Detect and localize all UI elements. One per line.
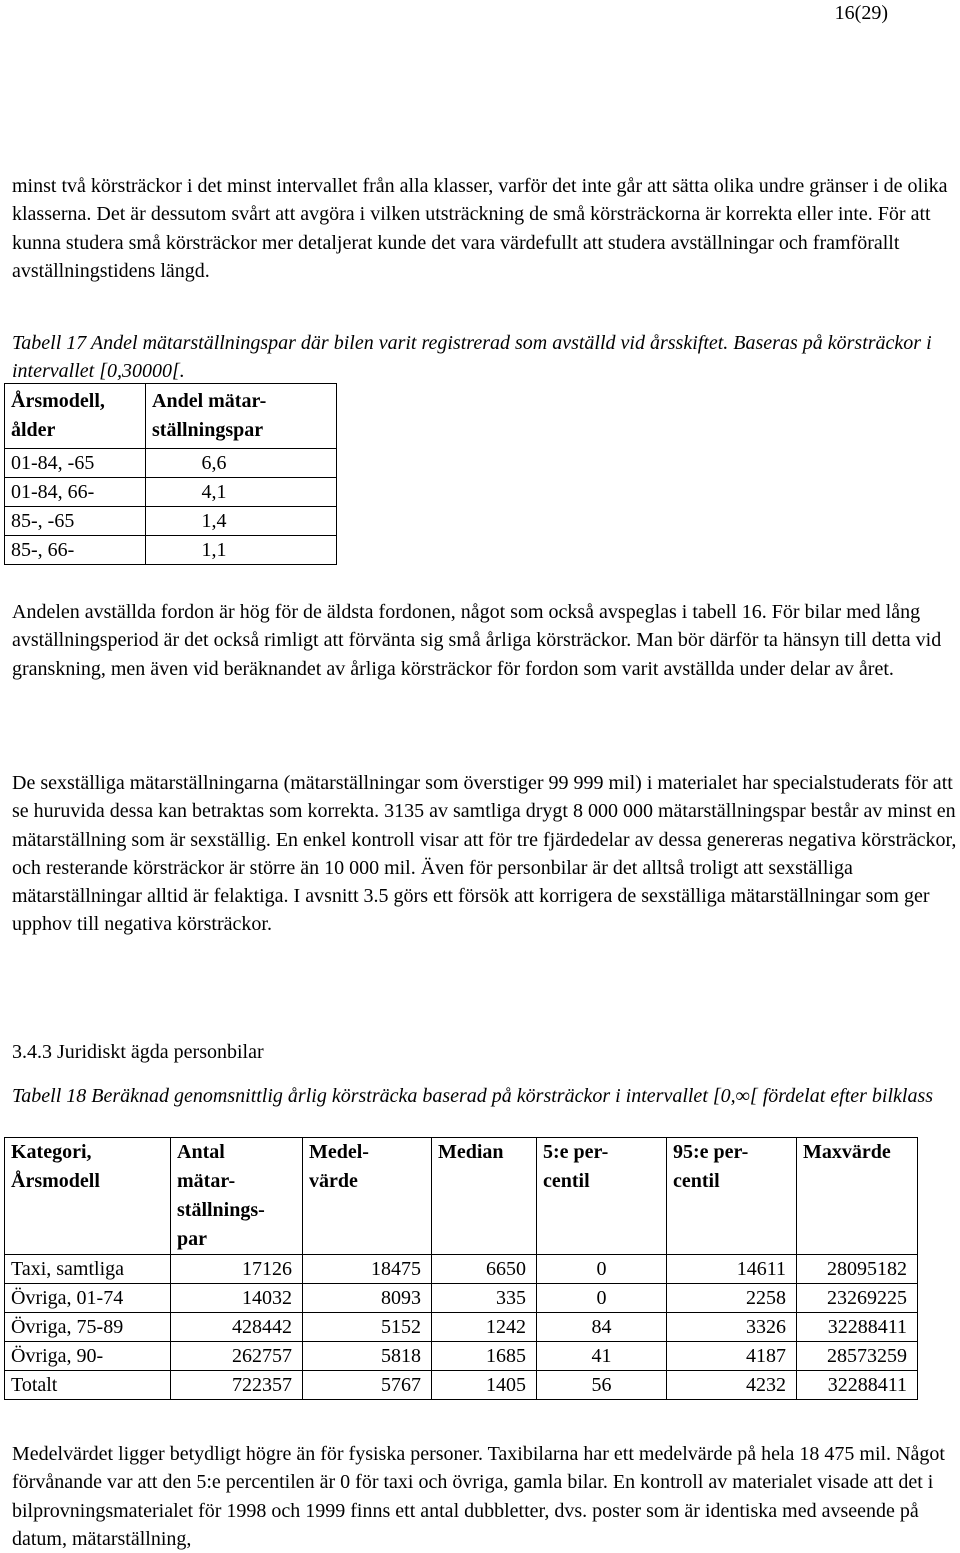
table-row	[5, 507, 337, 536]
table-17-body	[5, 449, 337, 565]
table-17-caption: Tabell 17 Andel mätarställningspar där bilen varit registrerad som avställd vid årsskiftet. Baseras på körsträckor i intervallet [0,30000[.	[12, 332, 932, 383]
section-heading: 3.4.3 Juridiskt ägda personbilar	[12, 1041, 264, 1063]
table-cell: 84	[537, 1313, 667, 1342]
header-cell-share: Andel mätar- ställningspar	[146, 384, 337, 449]
table-cell: 0	[537, 1255, 667, 1284]
table-17	[4, 383, 337, 565]
table-cell: 8093	[303, 1284, 432, 1313]
header-cell-median: Median	[432, 1138, 537, 1255]
table-cell: 1685	[432, 1342, 537, 1371]
paragraph-deregistered: Andelen avställda fordon är hög för de äldsta fordonen, något som också avspeglas i tabell 16. För bilar med lång avställningsperiod är det också rimligt att förvänta sig små årliga körsträckor. Man bör därför ta hänsyn till detta vid granskning, men även vid beräknandet av årliga körsträckor för fordon som varit avställda under delar av året.	[12, 601, 942, 680]
table-cell: Taxi, samtliga	[5, 1255, 171, 1284]
table-cell: 1405	[432, 1371, 537, 1400]
table-cell: 1,1	[146, 536, 337, 565]
paragraph-legal-entities: Medelvärdet ligger betydligt högre än för fysiska personer. Taxibilarna har ett medelvärde på hela 18 475 mil. Något förvånande var att den 5:e percentilen är 0 för taxi och övriga, gamla bilar. En kontroll av materialet visade att det i bilprovningsmaterialet för 1998 och 1999 finns ett antal dubbletter, dvs. poster som är identiska med avseende på datum, mätarställning,	[12, 1443, 945, 1550]
table-cell: 01-84, -65	[5, 449, 146, 478]
table-row	[5, 1371, 918, 1400]
header-cell-p5: 5:e per- centil	[537, 1138, 667, 1255]
table-cell: 18475	[303, 1255, 432, 1284]
table-cell: Övriga, 75-89	[5, 1313, 171, 1342]
header-cell-model-age: Årsmodell, ålder	[5, 384, 146, 449]
table-18-body	[5, 1255, 918, 1400]
header-cell-category: Kategori, Årsmodell	[5, 1138, 171, 1255]
table-cell: 1,4	[146, 507, 337, 536]
table-cell: 5152	[303, 1313, 432, 1342]
table-cell: 56	[537, 1371, 667, 1400]
table-row	[5, 1342, 918, 1371]
table-cell: 0	[537, 1284, 667, 1313]
table-row	[5, 478, 337, 507]
page-number: 16(29)	[834, 2, 888, 24]
table-cell: 262757	[171, 1342, 303, 1371]
table-row	[5, 449, 337, 478]
header-cell-p95: 95:e per- centil	[667, 1138, 797, 1255]
header-cell-count: Antal mätar- ställnings- par	[171, 1138, 303, 1255]
table-cell: 01-84, 66-	[5, 478, 146, 507]
paragraph-small-distances: minst två körsträckor i det minst intervallet från alla klasser, varför det inte går att sätta olika undre gränser i de olika klasserna. Det är dessutom svårt att avgöra i vilken utsträckning de små körsträckorna är korrekta eller inte. För att kunna studera små körsträckor mer detaljerat kunde det vara värdefullt att studera avställningar och framförallt avställningstidens längd.	[12, 175, 948, 282]
table-cell: 14032	[171, 1284, 303, 1313]
table-header-row	[5, 384, 337, 449]
table-18	[4, 1137, 918, 1400]
header-cell-mean: Medel- värde	[303, 1138, 432, 1255]
table-18-caption: Tabell 18 Beräknad genomsnittlig årlig körsträcka baserad på körsträckor i intervallet [0,∞[ fördelat efter bilklass	[12, 1085, 934, 1107]
table-cell: 17126	[171, 1255, 303, 1284]
table-row	[5, 1313, 918, 1342]
table-cell: 428442	[171, 1313, 303, 1342]
table-cell: 6650	[432, 1255, 537, 1284]
table-cell: 32288411	[797, 1371, 918, 1400]
table-cell: 28095182	[797, 1255, 918, 1284]
table-cell: Totalt	[5, 1371, 171, 1400]
table-cell: 6,6	[146, 449, 337, 478]
table-cell: 2258	[667, 1284, 797, 1313]
table-cell: 32288411	[797, 1313, 918, 1342]
table-cell: 4232	[667, 1371, 797, 1400]
table-cell: 23269225	[797, 1284, 918, 1313]
table-cell: 5818	[303, 1342, 432, 1371]
table-row	[5, 1284, 918, 1313]
table-cell: 1242	[432, 1313, 537, 1342]
table-cell: Övriga, 90-	[5, 1342, 171, 1371]
table-cell: 85-, -65	[5, 507, 146, 536]
table-cell: 4,1	[146, 478, 337, 507]
table-header-row	[5, 1138, 918, 1255]
paragraph-six-digit: De sexställiga mätarställningarna (mätarställningar som överstiger 99 999 mil) i materialet har specialstuderats för att se huruvida dessa kan betraktas som korrekta. 3135 av samtliga drygt 8 000 000 mätarställningspar består av minst en mätarställning som är sexställig. En enkel kontroll visar att för tre fjärdedelar av dessa genereras negativa körsträckor, och resterande körsträckor är större än 10 000 mil. Även för personbilar är det alltså troligt att sexställiga mätarställningar alltid är felaktiga. I avsnitt 3.5 görs ett försök att korrigera de sexställiga mätarställningar som ger upphov till negativa körsträckor.	[12, 772, 957, 936]
table-cell: 85-, 66-	[5, 536, 146, 565]
header-cell-max: Maxvärde	[797, 1138, 918, 1255]
table-cell: 28573259	[797, 1342, 918, 1371]
table-cell: Övriga, 01-74	[5, 1284, 171, 1313]
table-row	[5, 1255, 918, 1284]
table-row	[5, 536, 337, 565]
table-cell: 335	[432, 1284, 537, 1313]
table-cell: 41	[537, 1342, 667, 1371]
table-cell: 3326	[667, 1313, 797, 1342]
table-cell: 4187	[667, 1342, 797, 1371]
table-cell: 5767	[303, 1371, 432, 1400]
table-cell: 14611	[667, 1255, 797, 1284]
table-cell: 722357	[171, 1371, 303, 1400]
